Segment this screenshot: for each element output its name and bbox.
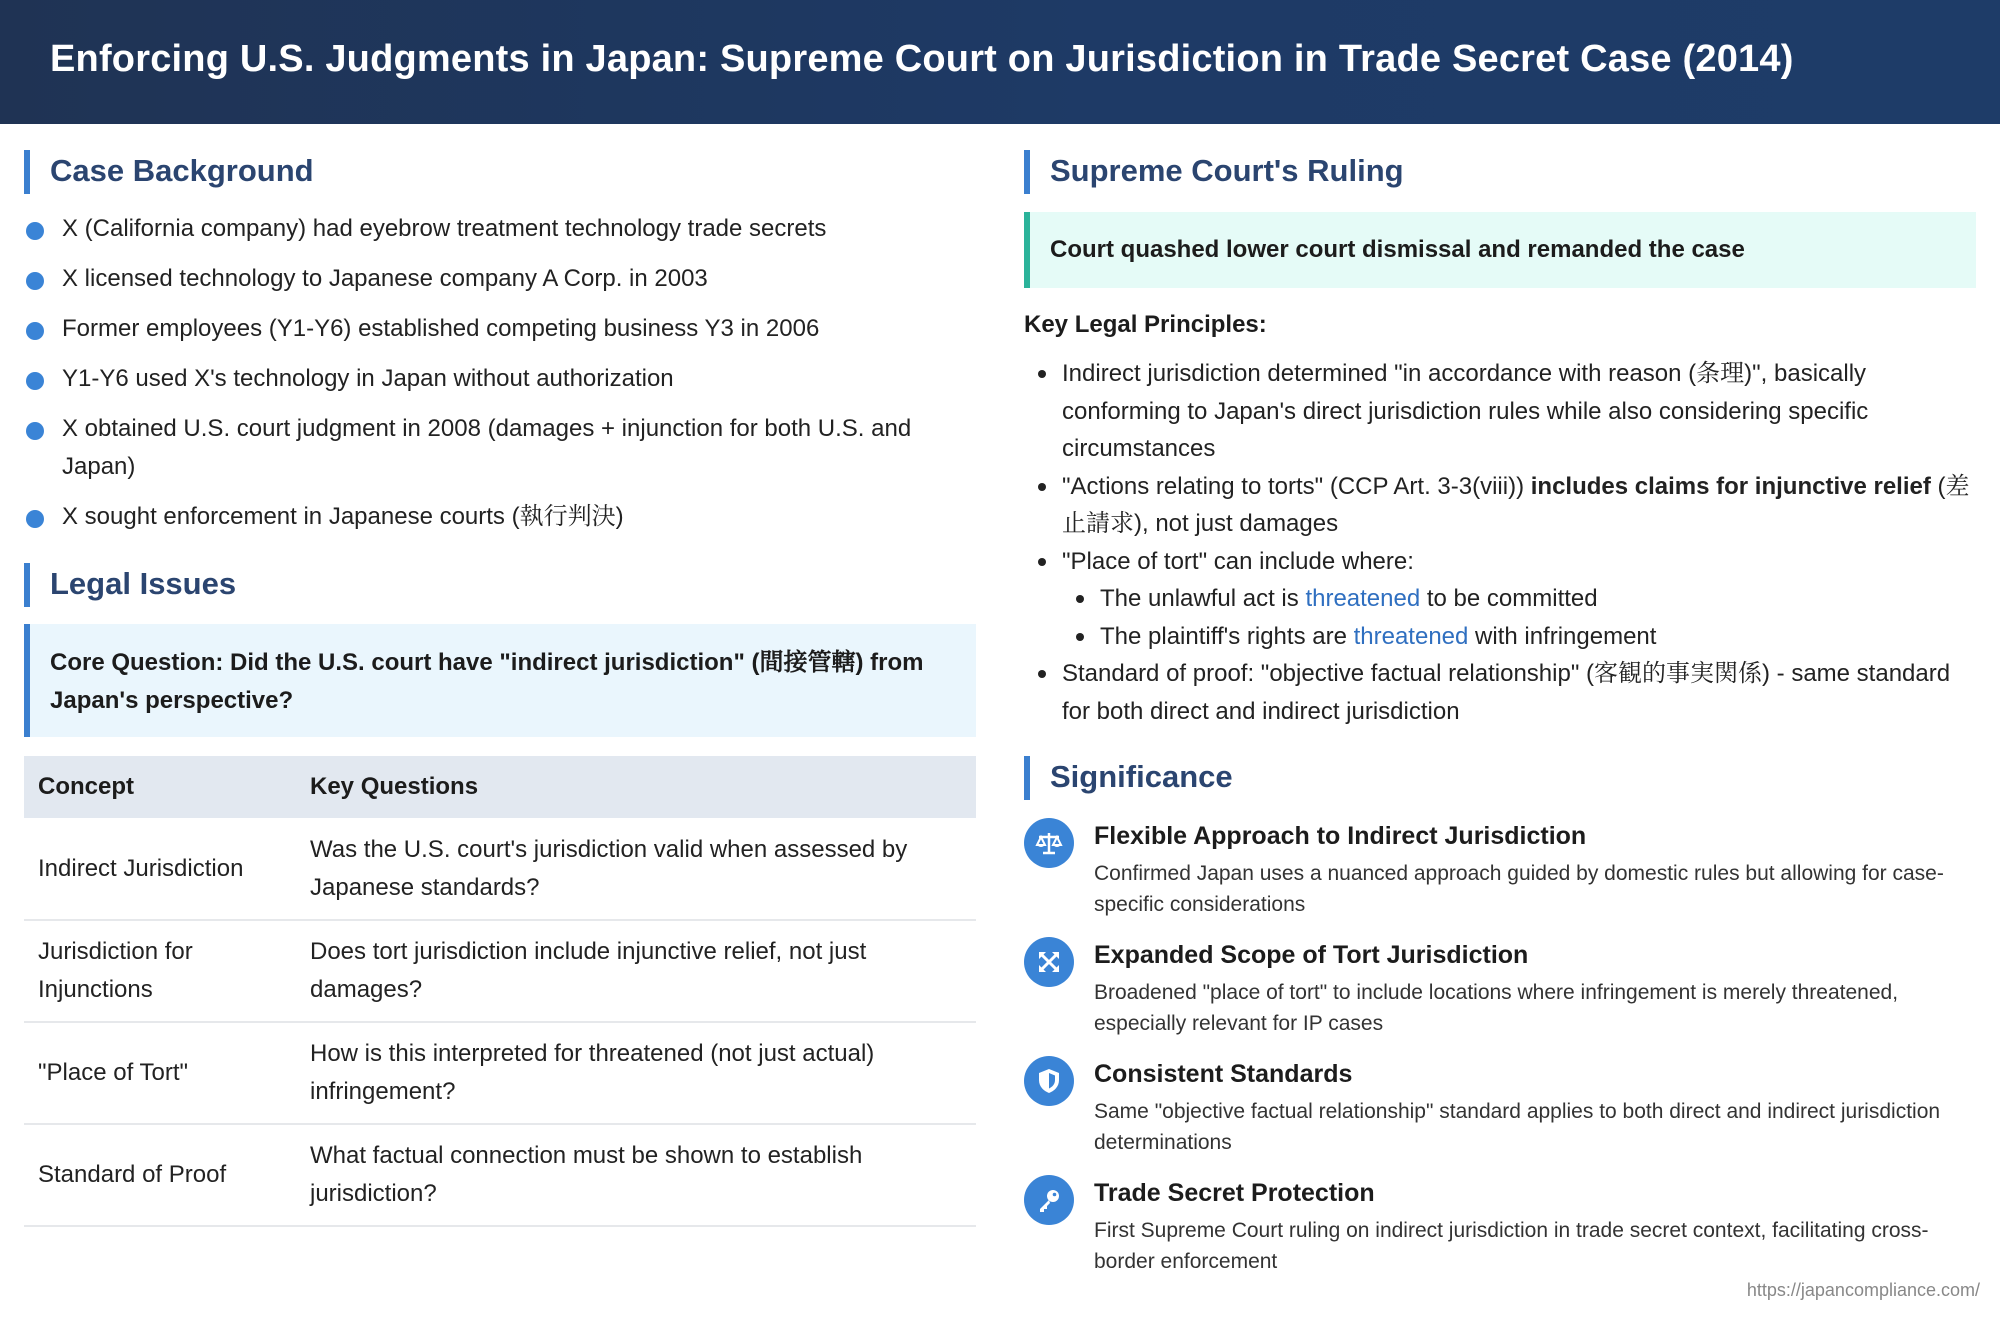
principle-item: [1024, 543, 1974, 656]
table-header-key-questions: Key Questions: [296, 756, 976, 818]
list-item-text: X (California company) had eyebrow treatment technology trade secrets: [62, 215, 827, 242]
significance-item: [1024, 1056, 1974, 1166]
highlight-threatened: threatened: [1353, 622, 1469, 650]
principle-text-a: "Actions relating to torts" (CCP Art. 3-3(viii)): [1062, 472, 1531, 500]
list-item-text: X obtained U.S. court judgment in 2008 (damages + injunction for both U.S. and Japan): [62, 415, 912, 480]
significance-title: Trade Secret Protection: [1094, 1179, 1375, 1207]
sub-item: [1062, 618, 1974, 656]
principle-item: [1024, 355, 1974, 468]
page-title: Enforcing U.S. Judgments in Japan: Supreme Court on Jurisdiction in Trade Secret Case (2014): [50, 38, 1794, 80]
principle-text: Standard of proof: "objective factual relationship" (客観的事実関係) - same standard for both direct and indirect jurisdiction: [1062, 660, 1951, 725]
shield-icon: [1024, 1056, 1074, 1106]
case-background-heading: Case Background: [24, 150, 314, 194]
table-row: [24, 920, 976, 1022]
highlight-threatened: threatened: [1305, 585, 1421, 612]
bullet-dot-icon: [26, 510, 44, 528]
principle-text: "Place of tort" can include where:: [1062, 547, 1414, 575]
sub-text-a: The unlawful act is: [1100, 585, 1306, 612]
list-item-text: Former employees (Y1-Y6) established competing business Y3 in 2006: [62, 315, 820, 342]
sub-text-c: to be committed: [1420, 585, 1598, 612]
significance-item: [1024, 1175, 1974, 1285]
principles-list: [1024, 355, 1974, 730]
sub-item: [1062, 580, 1974, 618]
bullet-dot-icon: [26, 372, 44, 390]
significance-desc: Confirmed Japan uses a nuanced approach guided by domestic rules but allowing for case-specific considerations: [1094, 862, 1944, 916]
significance-desc: Broadened "place of tort" to include locations where infringement is merely threatened, especially relevant for IP cases: [1094, 981, 1899, 1035]
legal-issues-heading: Legal Issues: [24, 563, 236, 607]
footer-url: https://japancompliance.com/: [1746, 1280, 1980, 1300]
list-item: [24, 210, 984, 248]
sub-text-c: with infringement: [1468, 622, 1657, 650]
list-item-text: X sought enforcement in Japanese courts (執行判決): [62, 503, 624, 530]
table-row: [24, 818, 976, 920]
significance-desc: Same "objective factual relationship" standard applies to both direct and indirect jurisdiction determinations: [1094, 1100, 1941, 1154]
table-row: [24, 1124, 976, 1226]
expand-arrows-icon: [1024, 937, 1074, 987]
bullet-dot-icon: [26, 272, 44, 290]
principle-item: [1024, 468, 1974, 543]
case-background-list: [24, 210, 984, 548]
page-header: [0, 0, 2000, 124]
significance-desc: First Supreme Court ruling on indirect jurisdiction in trade secret context, facilitating cross-border enforcement: [1094, 1219, 1929, 1273]
list-item: [24, 498, 984, 536]
principle-text-bold: includes claims for injunctive relief: [1530, 472, 1931, 500]
concept-table: [24, 756, 976, 1227]
list-item: [24, 410, 984, 486]
ruling-heading: Supreme Court's Ruling: [1024, 150, 1404, 194]
list-item: [24, 310, 984, 348]
place-of-tort-sublist: [1062, 580, 1974, 655]
significance-heading: Significance: [1024, 756, 1233, 800]
list-item: [24, 260, 984, 298]
significance-item: [1024, 937, 1974, 1047]
sub-text-a: The plaintiff's rights are: [1100, 622, 1354, 650]
significance-title: Expanded Scope of Tort Jurisdiction: [1094, 941, 1529, 969]
table-cell-concept: Jurisdiction for Injunctions: [24, 920, 296, 1022]
table-cell-concept: Indirect Jurisdiction: [24, 818, 296, 920]
significance-item: [1024, 818, 1974, 928]
core-question-box: Core Question: Did the U.S. court have "indirect jurisdiction" (間接管轄) from Japan's perspective?: [24, 624, 976, 737]
principle-text: Indirect jurisdiction determined "in accordance with reason (条理)", basically conforming to Japan's direct jurisdiction rules while also considering specific circumstances: [1062, 360, 1869, 462]
table-cell-concept: Standard of Proof: [24, 1124, 296, 1226]
key-icon: [1024, 1175, 1074, 1225]
list-item-text: X licensed technology to Japanese company A Corp. in 2003: [62, 265, 708, 292]
principle-text-c: (差止請求), not just damages: [1062, 472, 1970, 537]
table-row: [24, 1022, 976, 1124]
list-item-text: Y1-Y6 used X's technology in Japan without authorization: [62, 365, 674, 392]
bullet-dot-icon: [26, 322, 44, 340]
principles-label: Key Legal Principles:: [1024, 311, 1267, 338]
table-cell-concept: "Place of Tort": [24, 1022, 296, 1124]
significance-title: Flexible Approach to Indirect Jurisdiction: [1094, 822, 1587, 850]
bullet-dot-icon: [26, 222, 44, 240]
table-cell-question: Was the U.S. court's jurisdiction valid when assessed by Japanese standards?: [296, 818, 976, 920]
table-cell-question: Does tort jurisdiction include injunctive relief, not just damages?: [296, 920, 976, 1022]
table-cell-question: How is this interpreted for threatened (not just actual) infringement?: [296, 1022, 976, 1124]
table-header-row: [24, 756, 976, 818]
bullet-dot-icon: [26, 422, 44, 440]
table-cell-question: What factual connection must be shown to establish jurisdiction?: [296, 1124, 976, 1226]
principle-item: [1024, 655, 1974, 730]
ruling-summary-box: Court quashed lower court dismissal and remanded the case: [1024, 212, 1976, 288]
scale-icon: [1024, 818, 1074, 868]
list-item: [24, 360, 984, 398]
significance-title: Consistent Standards: [1094, 1060, 1353, 1088]
table-header-concept: Concept: [24, 756, 296, 818]
